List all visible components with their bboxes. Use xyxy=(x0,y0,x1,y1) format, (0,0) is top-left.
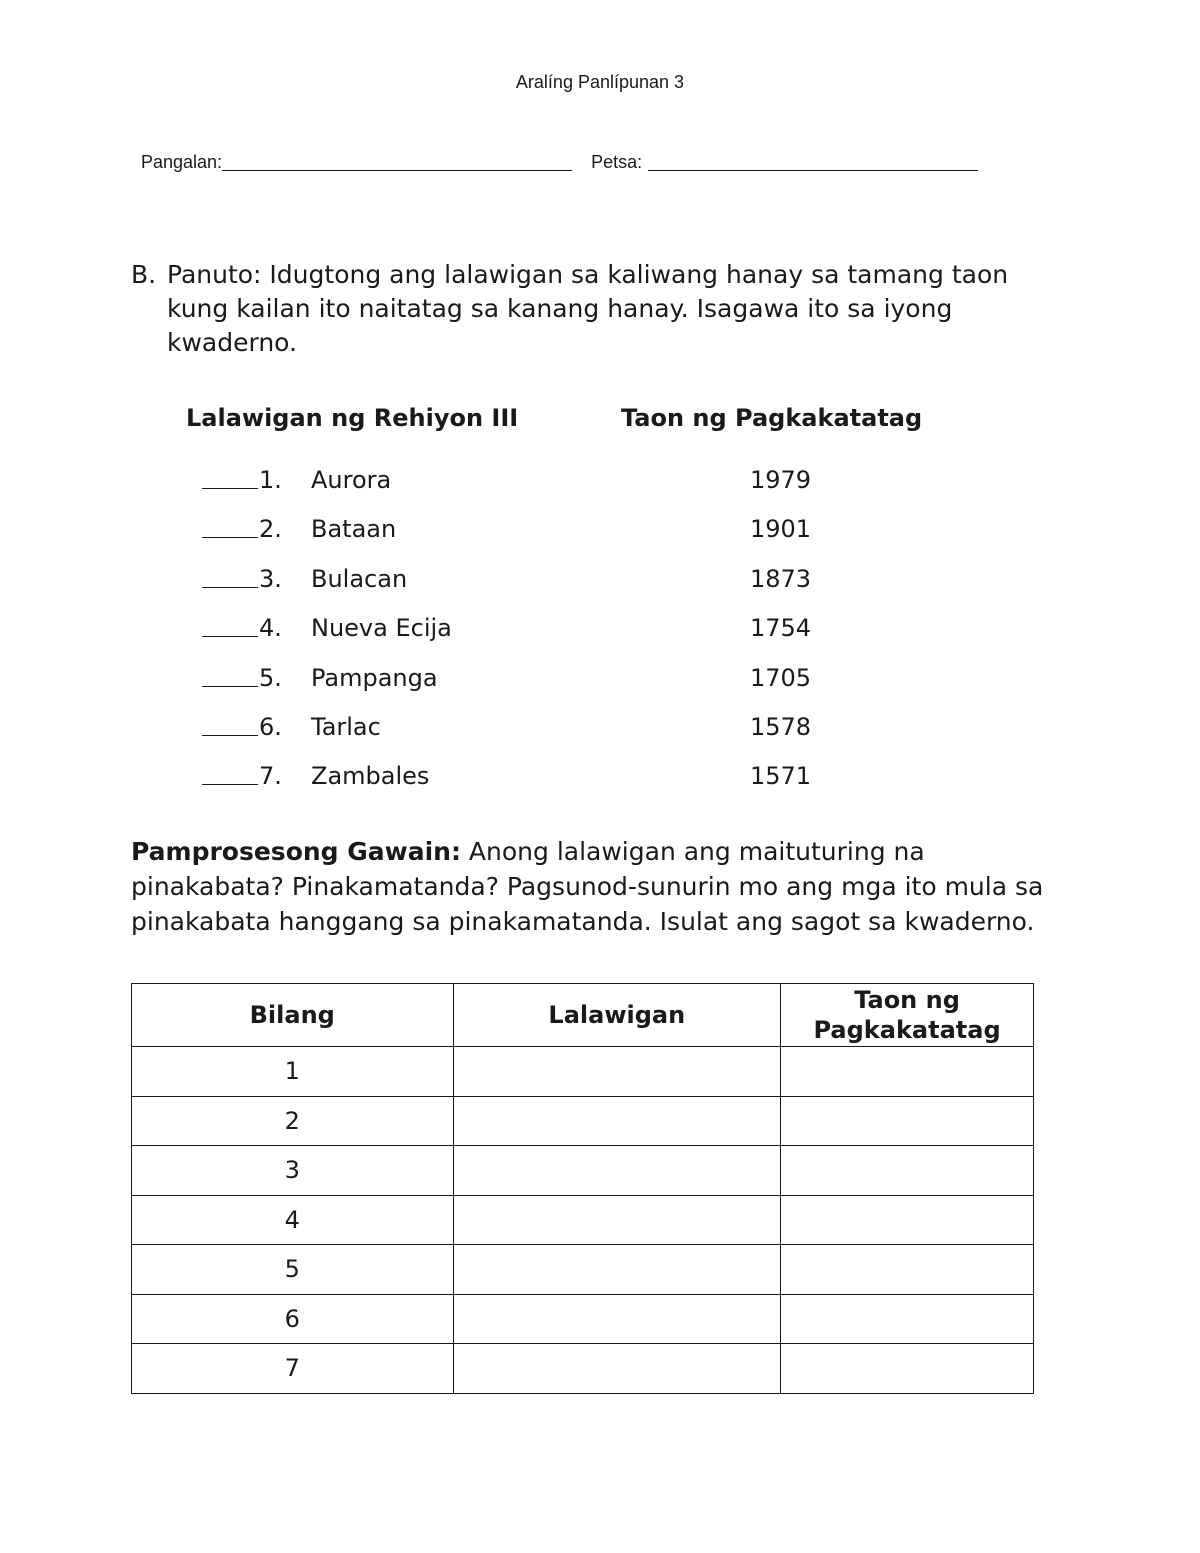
year-cell[interactable] xyxy=(781,1096,1034,1146)
table-row xyxy=(132,1344,1034,1394)
answer-blank[interactable] xyxy=(202,488,258,489)
year-cell[interactable] xyxy=(781,1245,1034,1295)
activity-block xyxy=(131,834,1051,939)
row-number: 5 xyxy=(132,1245,454,1295)
item-number: 5. xyxy=(259,663,282,692)
matching-row xyxy=(202,511,902,560)
row-number: 1 xyxy=(132,1047,454,1097)
founding-year: 1571 xyxy=(750,762,812,791)
instruction-block xyxy=(131,258,1051,360)
date-blank-line[interactable] xyxy=(648,152,978,171)
founding-year: 1901 xyxy=(750,515,812,544)
founding-year: 1754 xyxy=(750,614,812,643)
item-number: 6. xyxy=(259,712,282,741)
answer-blank[interactable] xyxy=(202,784,258,785)
subject-title: Aralíng Panlípunan 3 xyxy=(515,72,685,92)
matching-list xyxy=(202,462,902,808)
instruction-text xyxy=(131,258,1051,360)
left-column-header: Lalawigan ng Rehiyon III xyxy=(186,404,519,432)
instruction-label: Panuto: xyxy=(167,260,262,289)
province-name: Pampanga xyxy=(311,663,438,692)
activity-label: Pamprosesong Gawain: xyxy=(131,837,461,866)
item-number: 2. xyxy=(259,515,282,544)
year-cell[interactable] xyxy=(781,1294,1034,1344)
row-number: 3 xyxy=(132,1146,454,1196)
student-info-row xyxy=(141,152,978,173)
matching-row xyxy=(202,758,902,807)
year-cell[interactable] xyxy=(781,1047,1034,1097)
province-cell[interactable] xyxy=(453,1096,781,1146)
item-number: 3. xyxy=(259,564,282,593)
header-lalawigan: Lalawigan xyxy=(453,984,781,1047)
header-taon: Taon ng Pagkakatatag xyxy=(781,984,1034,1047)
founding-year: 1705 xyxy=(750,663,812,692)
table-row xyxy=(132,1195,1034,1245)
table-header-row xyxy=(132,984,1034,1047)
instruction-letter: B. xyxy=(131,260,157,289)
province-name: Bataan xyxy=(311,515,397,544)
matching-row xyxy=(202,709,902,758)
answer-blank[interactable] xyxy=(202,735,258,736)
table-row xyxy=(132,1047,1034,1097)
date-label: Petsa: xyxy=(591,152,643,172)
answer-blank[interactable] xyxy=(202,587,258,588)
instruction-body: Idugtong ang lalawigan sa kaliwang hanay sa tamang taon kung kailan ito naitatag sa kanang hanay. Isagawa ito sa iyong kwaderno. xyxy=(167,260,1009,357)
answer-blank[interactable] xyxy=(202,537,258,538)
table-row xyxy=(132,1096,1034,1146)
item-number: 1. xyxy=(259,466,282,494)
matching-row xyxy=(202,561,902,610)
year-cell[interactable] xyxy=(781,1344,1034,1394)
province-name: Aurora xyxy=(311,466,392,494)
header-bilang: Bilang xyxy=(132,984,454,1047)
province-cell[interactable] xyxy=(453,1047,781,1097)
province-cell[interactable] xyxy=(453,1245,781,1295)
province-cell[interactable] xyxy=(453,1294,781,1344)
province-name: Nueva Ecija xyxy=(311,614,452,643)
answer-table xyxy=(131,983,1034,1394)
founding-year: 1873 xyxy=(750,564,812,593)
matching-row xyxy=(202,660,902,709)
matching-row xyxy=(202,610,902,659)
activity-text: Anong lalawigan ang maituturing na pinakabata? Pinakamatanda? Pagsunod-sunurin mo ang mga ito mula sa pinakabata hanggang sa pinakamatanda. Isulat ang sagot sa kwaderno. xyxy=(131,837,1044,936)
table-row xyxy=(132,1294,1034,1344)
founding-year: 1578 xyxy=(750,712,812,741)
province-name: Bulacan xyxy=(311,564,408,593)
province-name: Zambales xyxy=(311,762,430,791)
right-column-header: Taon ng Pagkakatatag xyxy=(621,404,923,432)
row-number: 7 xyxy=(132,1344,454,1394)
province-cell[interactable] xyxy=(453,1344,781,1394)
row-number: 6 xyxy=(132,1294,454,1344)
answer-blank[interactable] xyxy=(202,636,258,637)
row-number: 4 xyxy=(132,1195,454,1245)
answer-blank[interactable] xyxy=(202,686,258,687)
row-number: 2 xyxy=(132,1096,454,1146)
province-cell[interactable] xyxy=(453,1146,781,1196)
province-name: Tarlac xyxy=(311,712,381,741)
item-number: 7. xyxy=(259,762,282,791)
item-number: 4. xyxy=(259,614,282,643)
table-row xyxy=(132,1146,1034,1196)
table-row xyxy=(132,1245,1034,1295)
province-cell[interactable] xyxy=(453,1195,781,1245)
founding-year: 1979 xyxy=(750,466,812,494)
name-label: Pangalan: xyxy=(141,152,223,172)
year-cell[interactable] xyxy=(781,1146,1034,1196)
name-blank-line[interactable] xyxy=(222,152,572,171)
matching-row xyxy=(202,462,902,511)
year-cell[interactable] xyxy=(781,1195,1034,1245)
